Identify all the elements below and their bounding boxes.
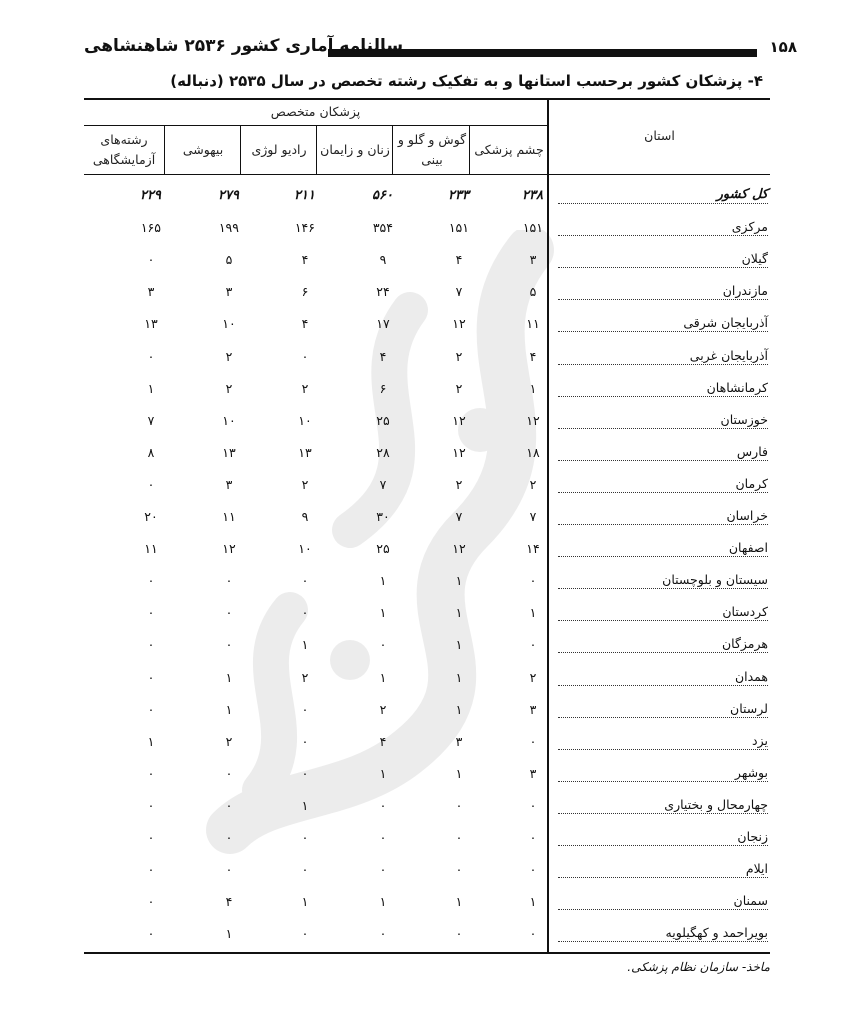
table-row [84, 629, 770, 661]
value-cell: ۲۱۱ [294, 188, 315, 203]
value-cell: ۱۶۵ [140, 220, 161, 236]
value-cell: ۰ [147, 637, 155, 653]
value-cell: ۰ [529, 830, 537, 845]
province-name: لرستان [730, 700, 768, 716]
province-name: آذربایجان شرقی [683, 315, 768, 331]
value-cell: ۹ [379, 252, 387, 268]
province-cell [558, 636, 768, 656]
leader-dots [558, 845, 768, 846]
value-cell: ۰ [379, 637, 387, 653]
value-cell: ۱۹۹ [218, 220, 239, 236]
province-cell [558, 348, 768, 368]
province-name: گیلان [741, 251, 768, 267]
value-cell: ۰ [529, 637, 537, 653]
province-name: چهارمحال و بختیاری [664, 796, 768, 812]
value-cell: ۱ [379, 765, 387, 781]
table-row [84, 341, 770, 373]
value-cell: ۱۱ [222, 509, 236, 524]
value-cell: ۰ [147, 701, 155, 717]
value-cell: ۱۵۱ [448, 220, 469, 236]
value-cell: ۷ [455, 509, 463, 524]
value-cell: ۴ [529, 348, 537, 364]
value-cell: ۴ [301, 316, 309, 332]
table-row [84, 501, 770, 533]
table-title: ۴- پزشکان کشور برحسب استانها و به تفکیک رشته تخصص در سال ۲۵۳۵ (دنباله) [170, 72, 763, 90]
value-cell: ۳ [147, 284, 155, 300]
header-bottom-rule [84, 174, 770, 175]
province-name: کردستان [722, 604, 768, 620]
column-divider [392, 125, 393, 174]
source-note: ماخذ- سازمان نظام پزشکی. [627, 960, 770, 974]
value-cell: ۰ [225, 830, 233, 845]
value-cell: ۱ [147, 380, 155, 396]
table-row [84, 918, 770, 950]
value-cell: ۲۳۸ [522, 188, 543, 203]
value-cell: ۴ [225, 894, 233, 910]
province-name: ایلام [745, 861, 768, 877]
value-cell: ۰ [301, 765, 309, 781]
value-cell: ۱۳ [222, 444, 236, 460]
value-cell: ۰ [225, 573, 233, 589]
value-cell: ۰ [379, 797, 387, 813]
province-cell [558, 508, 768, 528]
value-cell: ۱ [455, 637, 463, 653]
value-cell: ۳ [529, 701, 537, 717]
value-cell: ۲۷۹ [218, 188, 239, 203]
table-row [84, 758, 770, 790]
province-name: بوشهر [734, 764, 768, 780]
province-cell [558, 925, 768, 945]
column-divider [240, 125, 241, 174]
value-cell: ۰ [147, 765, 155, 781]
province-cell [558, 219, 768, 239]
value-cell: ۱۰ [222, 316, 236, 332]
table-row [84, 373, 770, 405]
province-cell [558, 829, 768, 849]
value-cell: ۵۶۰ [372, 188, 393, 203]
value-cell: ۱ [455, 894, 463, 910]
value-cell: ۱ [301, 894, 309, 910]
value-cell: ۲ [379, 701, 387, 717]
value-cell: ۱۱ [526, 316, 540, 332]
leader-dots [558, 941, 768, 942]
value-cell: ۱۲ [526, 412, 540, 428]
value-cell: ۷ [379, 476, 387, 492]
table-top-rule [84, 98, 770, 100]
value-cell: ۶ [301, 284, 309, 300]
province-name: کرمان [735, 475, 768, 491]
value-cell: ۰ [529, 926, 537, 942]
value-cell: ۰ [225, 862, 233, 878]
value-cell: ۰ [147, 669, 155, 685]
province-name: فارس [736, 443, 768, 459]
value-cell: ۰ [147, 894, 155, 910]
leader-dots [558, 524, 768, 525]
value-cell: ۰ [529, 573, 537, 589]
leader-dots [558, 620, 768, 621]
value-cell: ۰ [379, 926, 387, 942]
value-cell: ۰ [147, 252, 155, 268]
value-cell: ۱۴۶ [294, 220, 315, 236]
value-cell: ۳ [529, 252, 537, 268]
value-cell: ۰ [301, 830, 309, 845]
value-cell: ۰ [225, 765, 233, 781]
value-cell: ۲ [455, 380, 463, 396]
value-cell: ۵ [529, 284, 537, 300]
table-row [84, 469, 770, 501]
value-cell: ۴ [379, 733, 387, 749]
value-cell: ۲۸ [376, 444, 390, 460]
value-cell: ۹ [301, 509, 309, 524]
province-cell [558, 701, 768, 721]
value-cell: ۲ [455, 348, 463, 364]
value-cell: ۳۰ [376, 509, 390, 524]
leader-dots [558, 460, 768, 461]
column-header: رادیو لوژی [251, 142, 307, 157]
value-cell: ۱ [301, 797, 309, 813]
table-row [84, 276, 770, 308]
value-cell: ۴ [455, 252, 463, 268]
table-row [84, 597, 770, 629]
value-cell: ۰ [147, 605, 155, 621]
value-cell: ۱ [529, 380, 537, 396]
table-row [84, 790, 770, 822]
value-cell: ۱۱ [144, 541, 158, 557]
value-cell: ۲ [529, 669, 537, 685]
value-cell: ۰ [455, 926, 463, 942]
value-cell: ۰ [147, 797, 155, 813]
value-cell: ۶ [379, 380, 387, 396]
value-cell: ۷ [529, 509, 537, 524]
province-name: زنجان [737, 829, 768, 844]
table-row [84, 694, 770, 726]
value-cell: ۱۸ [526, 444, 540, 460]
value-cell: ۲۰ [144, 509, 158, 524]
value-cell: ۲ [301, 380, 309, 396]
province-name: خراسان [726, 508, 768, 523]
value-cell: ۰ [529, 862, 537, 878]
value-cell: ۱ [147, 733, 155, 749]
value-cell: ۱ [529, 605, 537, 621]
province-cell [558, 283, 768, 303]
value-cell: ۱۴ [526, 541, 540, 557]
value-cell: ۰ [455, 797, 463, 813]
value-cell: ۲۵ [376, 541, 390, 557]
page-number: ۱۵۸ [769, 38, 797, 56]
province-cell [558, 572, 768, 592]
table-row [84, 437, 770, 469]
province-cell [558, 797, 768, 817]
province-name: خوزستان [720, 411, 768, 427]
value-cell: ۰ [379, 830, 387, 845]
leader-dots [558, 267, 768, 268]
value-cell: ۱۲ [452, 444, 466, 460]
leader-dots [558, 781, 768, 782]
value-cell: ۸ [147, 444, 155, 460]
value-cell: ۱ [379, 669, 387, 685]
table-row [84, 405, 770, 437]
value-cell: ۱۲ [452, 412, 466, 428]
province-cell [558, 444, 768, 464]
value-cell: ۷ [147, 412, 155, 428]
value-cell: ۰ [147, 830, 155, 845]
province-cell [558, 476, 768, 496]
value-cell: ۰ [301, 605, 309, 621]
leader-dots [558, 717, 768, 718]
province-name: مازندران [722, 283, 768, 299]
book-title: سالنامه آماری کشور ۲۵۳۶ شاهنشاهی [84, 36, 404, 56]
province-cell [558, 315, 768, 335]
table-row [84, 886, 770, 918]
province-cell [558, 861, 768, 881]
value-cell: ۱ [225, 701, 233, 717]
province-name: بویراحمد و کهگیلویه [665, 925, 768, 941]
table-row [84, 212, 770, 244]
province-cell [558, 733, 768, 753]
province-name: مرکزی [731, 219, 768, 235]
column-divider [164, 125, 165, 174]
value-cell: ۱۲ [452, 316, 466, 332]
province-cell [558, 604, 768, 624]
table-row [84, 854, 770, 886]
value-cell: ۰ [529, 797, 537, 813]
value-cell: ۰ [301, 573, 309, 589]
value-cell: ۲۵ [376, 412, 390, 428]
province-name: کرمانشاهان [706, 379, 768, 395]
physicians-table [84, 98, 770, 954]
value-cell: ۳ [225, 284, 233, 300]
leader-dots [558, 492, 768, 493]
value-cell: ۲۳۳ [448, 188, 469, 203]
province-name: هرمزگان [721, 636, 768, 652]
leader-dots [558, 203, 768, 204]
value-cell: ۰ [301, 733, 309, 749]
column-header: رشته‌های آزمایشگاهی [92, 132, 156, 167]
value-cell: ۱ [529, 894, 537, 910]
value-cell: ۰ [147, 926, 155, 942]
value-cell: ۰ [225, 605, 233, 621]
value-cell: ۱ [455, 701, 463, 717]
table-row [84, 662, 770, 694]
specialist-group-header: پزشکان متخصص [270, 104, 361, 119]
value-cell: ۱۰ [222, 412, 236, 428]
province-name: سیستان و بلوچستان [662, 572, 768, 588]
value-cell: ۱ [455, 765, 463, 781]
value-cell: ۵ [225, 252, 233, 268]
leader-dots [558, 813, 768, 814]
province-name: اصفهان [728, 540, 768, 556]
value-cell: ۱۳ [298, 444, 312, 460]
leader-dots [558, 685, 768, 686]
leader-dots [558, 556, 768, 557]
province-cell [558, 893, 768, 913]
value-cell: ۷ [455, 284, 463, 300]
leader-dots [558, 877, 768, 878]
value-cell: ۰ [455, 862, 463, 878]
value-cell: ۰ [225, 797, 233, 813]
province-cell [558, 251, 768, 271]
value-cell: ۱ [301, 637, 309, 653]
leader-dots [558, 364, 768, 365]
leader-dots [558, 299, 768, 300]
province-cell [558, 765, 768, 785]
column-header: چشم پزشکی [474, 142, 544, 157]
value-cell: ۲۲۹ [140, 188, 161, 203]
value-cell: ۱۵۱ [522, 220, 543, 236]
value-cell: ۱ [225, 669, 233, 685]
table-row [84, 308, 770, 340]
table-row [84, 244, 770, 276]
table-bottom-rule [84, 952, 770, 954]
value-cell: ۰ [147, 348, 155, 364]
value-cell: ۱۲ [222, 541, 236, 557]
value-cell: ۱ [379, 573, 387, 589]
value-cell: ۳ [529, 765, 537, 781]
value-cell: ۱۳ [144, 316, 158, 332]
value-cell: ۰ [225, 637, 233, 653]
value-cell: ۱ [379, 894, 387, 910]
value-cell: ۳ [225, 476, 233, 492]
value-cell: ۲ [301, 476, 309, 492]
column-header: بیهوشی [182, 142, 224, 157]
province-name: آذربایجان غربی [689, 347, 768, 363]
value-cell: ۰ [379, 862, 387, 878]
table-row [84, 565, 770, 597]
province-cell [558, 412, 768, 432]
value-cell: ۲ [455, 476, 463, 492]
leader-dots [558, 588, 768, 589]
column-divider [316, 125, 317, 174]
value-cell: ۱ [455, 669, 463, 685]
value-cell: ۰ [147, 476, 155, 492]
value-cell: ۳ [455, 733, 463, 749]
total-row [84, 180, 770, 212]
value-cell: ۱ [225, 926, 233, 942]
value-cell: ۱ [455, 605, 463, 621]
leader-dots [558, 428, 768, 429]
value-cell: ۰ [301, 701, 309, 717]
leader-dots [558, 331, 768, 332]
value-cell: ۰ [529, 733, 537, 749]
value-cell: ۰ [301, 926, 309, 942]
value-cell: ۰ [301, 348, 309, 364]
province-name: همدان [734, 668, 768, 684]
value-cell: ۱ [455, 573, 463, 589]
value-cell: ۱ [379, 605, 387, 621]
province-cell [558, 380, 768, 400]
province-name: کل کشور [716, 187, 768, 202]
value-cell: ۱۲ [452, 541, 466, 557]
value-cell: ۲ [225, 733, 233, 749]
leader-dots [558, 235, 768, 236]
value-cell: ۰ [455, 830, 463, 845]
value-cell: ۰ [301, 862, 309, 878]
leader-dots [558, 909, 768, 910]
province-name: سمنان [733, 893, 768, 909]
value-cell: ۲ [225, 348, 233, 364]
province-cell [558, 187, 768, 207]
table-row [84, 726, 770, 758]
value-cell: ۳۵۴ [372, 220, 393, 236]
column-header: گوش و گلو و بینی [397, 132, 467, 167]
leader-dots [558, 749, 768, 750]
table-row [84, 822, 770, 854]
leader-dots [558, 396, 768, 397]
province-name: یزد [752, 732, 768, 748]
value-cell: ۰ [147, 573, 155, 589]
leader-dots [558, 652, 768, 653]
value-cell: ۲۴ [376, 284, 390, 300]
value-cell: ۲ [529, 476, 537, 492]
value-cell: ۲ [301, 669, 309, 685]
column-header: زنان و زایمان [320, 142, 390, 157]
value-cell: ۲ [225, 380, 233, 396]
table-row [84, 533, 770, 565]
value-cell: ۰ [147, 862, 155, 878]
province-header: استان [644, 128, 675, 143]
column-divider [469, 125, 470, 174]
province-cell [558, 669, 768, 689]
value-cell: ۴ [301, 252, 309, 268]
value-cell: ۴ [379, 348, 387, 364]
province-cell [558, 540, 768, 560]
value-cell: ۱۰ [298, 412, 312, 428]
value-cell: ۱۰ [298, 541, 312, 557]
value-cell: ۱۷ [376, 316, 390, 332]
